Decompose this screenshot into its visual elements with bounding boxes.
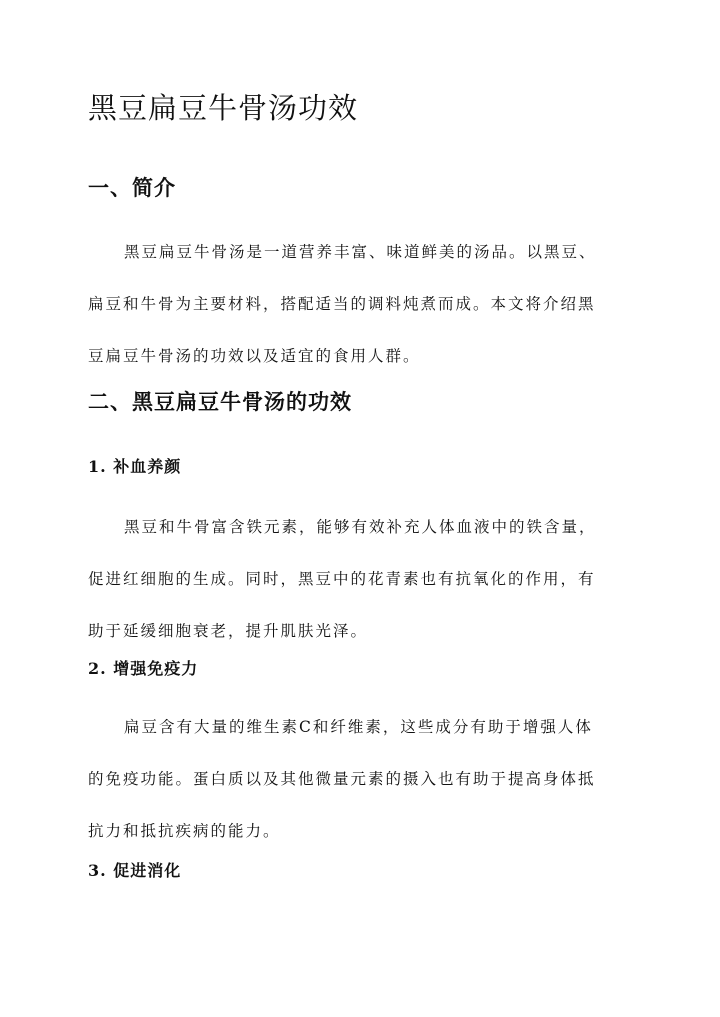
intro-paragraph: [88, 237, 633, 393]
subsection-heading-blood: 1. 补血养颜: [88, 457, 182, 476]
section-heading-benefits: 二、黑豆扁豆牛骨汤的功效: [88, 389, 352, 414]
paragraph-line: 黑豆扁豆牛骨汤是一道营养丰富、味道鲜美的汤品。以黑豆、: [124, 243, 597, 261]
section-heading-intro: 一、简介: [88, 175, 176, 200]
paragraph-line: 黑豆和牛骨富含铁元素，能够有效补充人体血液中的铁含量，: [124, 518, 597, 536]
paragraph-line: 助于延缓细胞衰老，提升肌肤光泽。: [88, 622, 369, 640]
document-title: 黑豆扁豆牛骨汤功效: [88, 91, 359, 125]
paragraph-line: 促进红细胞的生成。同时，黑豆中的花青素也有抗氧化的作用，有: [88, 570, 596, 588]
paragraph-line: 抗力和抵抗疾病的能力。: [88, 822, 281, 840]
immunity-paragraph: [88, 712, 633, 868]
paragraph-line: 扁豆含有大量的维生素C和纤维素，这些成分有助于增强人体: [124, 718, 593, 736]
paragraph-line: 的免疫功能。蛋白质以及其他微量元素的摄入也有助于提高身体抵: [88, 770, 596, 788]
subsection-heading-digestion: 3. 促进消化: [88, 861, 182, 880]
subsection-heading-immunity: 2. 增强免疫力: [88, 659, 199, 678]
blood-paragraph: [88, 512, 633, 668]
paragraph-line: 扁豆和牛骨为主要材料，搭配适当的调料炖煮而成。本文将介绍黑: [88, 295, 596, 313]
paragraph-line: 豆扁豆牛骨汤的功效以及适宜的食用人群。: [88, 347, 421, 365]
